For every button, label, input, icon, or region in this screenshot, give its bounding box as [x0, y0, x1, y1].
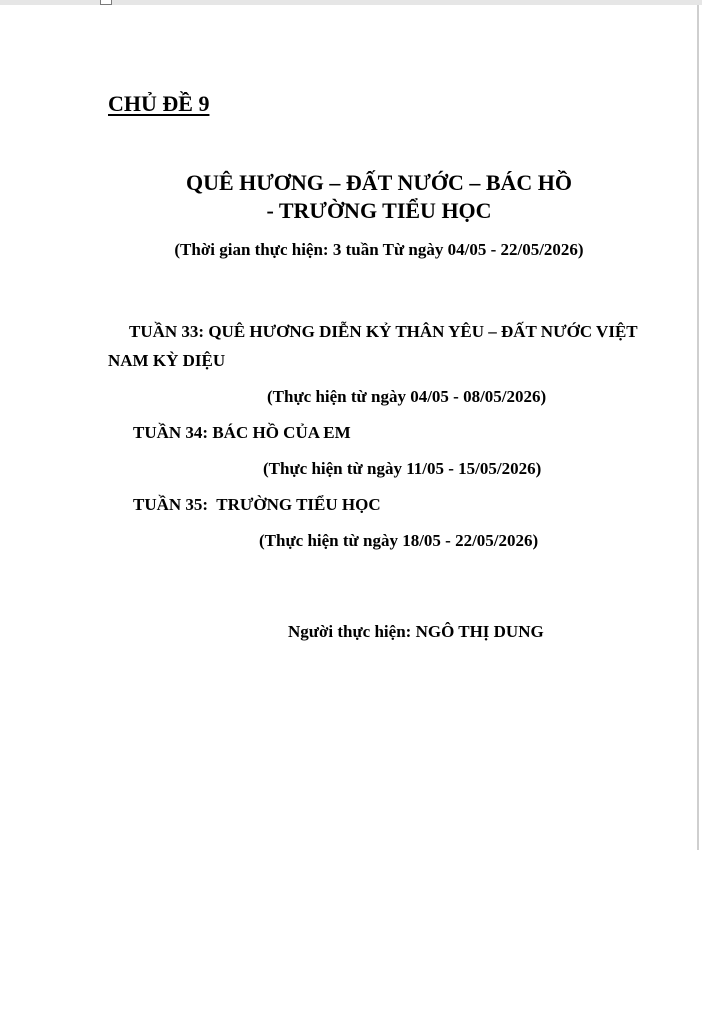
week-33-title: TUẦN 33: QUÊ HƯƠNG DIỄN KỶ THÂN YÊU – ĐẤT NƯỚC VIỆT	[129, 322, 638, 341]
week-34-title: TUẦN 34: BÁC HỒ CỦA EM	[133, 423, 351, 442]
topic-heading: CHỦ ĐỀ 9	[108, 91, 210, 116]
title-line-2: - TRƯỜNG TIỂU HỌC	[266, 198, 492, 223]
author-line: Người thực hiện: NGÔ THỊ DUNG	[288, 622, 544, 641]
duration-text: (Thời gian thực hiện: 3 tuần Từ ngày 04/05 - 22/05/2026)	[174, 240, 584, 259]
document-page	[0, 5, 697, 1024]
week-35-dates: (Thực hiện từ ngày 18/05 - 22/05/2026)	[259, 531, 539, 550]
week-34-dates: (Thực hiện từ ngày 11/05 - 15/05/2026)	[263, 459, 542, 478]
week-33-dates: (Thực hiện từ ngày 04/05 - 08/05/2026)	[267, 387, 547, 406]
page-edge-shadow	[697, 5, 699, 850]
week-33-title-continued: NAM KỲ DIỆU	[108, 351, 226, 370]
title-line-1: QUÊ HƯƠNG – ĐẤT NƯỚC – BÁC HỒ	[185, 170, 573, 195]
week-35-title: TUẦN 35: TRƯỜNG TIỂU HỌC	[133, 495, 381, 514]
